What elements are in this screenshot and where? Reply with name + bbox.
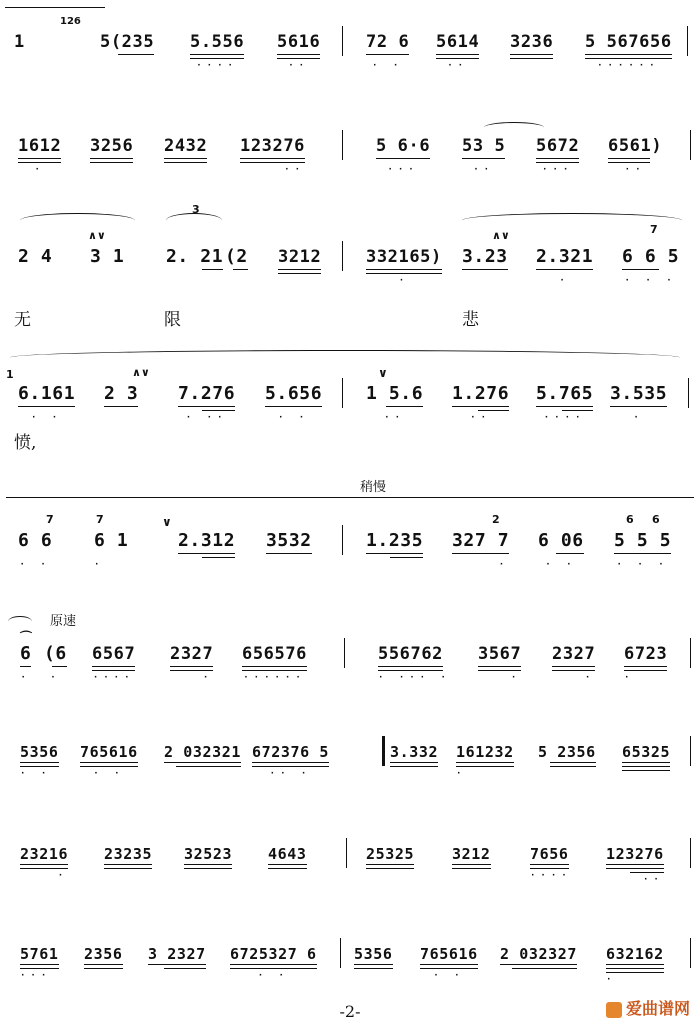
lyric-char: 限 [164,310,181,330]
note-group: 72 6 · · [366,32,410,71]
note-group: 3212 [278,247,321,267]
note-group: 6 6 · · [18,530,53,570]
barline [690,736,691,766]
mordent-mark: ∧∨ [132,366,150,379]
grace-note: 2 [492,513,500,526]
note-group: (6 · [44,643,67,683]
grace-digits: 126 [60,16,81,27]
note-group: 5356 · · [20,743,59,779]
note-group: 2 3 [104,384,138,404]
note-group: 5 6·6 ··· [376,136,431,175]
note-group: 161232 · [456,743,514,779]
note-group: 5 5 5 · · · [614,530,672,570]
note-group: 3532 [266,531,312,551]
note-group: 6 1 · [94,530,129,570]
note-group: 5 567656 ······ [585,32,672,71]
score-line-6 [0,614,700,724]
note-group: 3 1 [90,246,125,267]
page-number: -2- [339,1002,361,1021]
note-group: 327 7 · [452,530,510,570]
note-group: 2356 [84,944,123,964]
note-group: 5761 ··· [20,945,59,981]
note-group: 5.656 · · [265,383,323,423]
note-group: 656576 ······ [242,644,308,683]
note-group: 32523 [184,844,232,864]
note-group: 3.535 · [610,383,668,423]
barline [690,130,691,160]
note-group: 2 032321 [164,742,241,762]
score-line-5 [0,513,700,611]
music-note-icon [606,1002,622,1018]
note-group: 123276 ·· [606,845,664,885]
note-group: 2 032327 [500,944,577,964]
note-group: 65325 [622,742,670,762]
note-group: 5614 ·· [436,32,480,71]
grace-note: 1 [6,368,14,381]
grace-note: 3 [192,203,200,216]
grace-note: 6 [626,513,634,526]
barline [690,938,691,968]
note-group: 6567 ···· [92,644,136,683]
note-group: 632162 · [606,945,664,985]
tempo-marking: 原速 [50,614,77,629]
barline [342,26,343,56]
note-group: 1612 · [18,136,62,175]
note-group: 5 2356 [538,742,596,762]
note-group: 1.235 [366,531,423,551]
barline [690,638,691,668]
note-group: 5.556 ···· [190,32,245,71]
barline [342,525,343,555]
note-group: 556762 · ··· · [378,644,451,683]
note-group: (2 [225,247,248,267]
score-line-1 [0,16,700,112]
note-group: 123276 ·· [240,136,306,175]
grace-note: 7 [96,513,104,526]
note-group: 6 6 5 · · · [622,246,680,286]
note-group: 5.765 ···· [536,383,594,423]
note-group: 2 4 [18,246,53,267]
note-group: 765616 · · [420,945,478,981]
note-group: 3.332 [390,742,438,762]
note-group: 2327 · [170,644,214,683]
note-group: 3236 [510,32,553,52]
top-rule [5,7,105,8]
grace-note: 7 [650,223,658,236]
note-group: 6723 · [624,644,668,683]
lyric-char: 无 [14,310,31,330]
score-line-3 [0,203,700,330]
note-group: 3567 · [478,644,522,683]
mordent-mark: ∧∨ [492,229,510,242]
tempo-marking: 稍慢 [360,480,387,495]
note-group: 6 · [20,643,32,683]
barline [342,241,343,271]
note-group: 5356 [354,944,393,964]
barline [690,838,691,868]
barline [687,26,688,56]
mordent-mark: ∧∨ [88,229,106,242]
note-group: 3256 [90,136,133,156]
grace-note: 6 [652,513,660,526]
barline [688,378,689,408]
note-group: 3 2327 [148,944,206,964]
note-group: 1.276 ·· [452,383,510,423]
note-group: 4643 [268,844,307,864]
note-group: 332165) · [366,247,442,286]
slur [462,213,682,228]
lyric-char: 愤, [14,433,37,453]
score-line-4 [0,366,700,464]
grace-note: 7 [46,513,54,526]
slur [20,213,135,228]
watermark [606,996,690,1019]
barline [340,938,341,968]
score-line-7 [0,742,700,822]
note-group: 25325 [366,844,414,864]
breath-mark: ∨ [378,366,388,380]
note-group: 5672 ··· [536,136,580,175]
note-group: 6725327 6 · · [230,945,317,981]
note-group: 7656 ···· [530,845,572,881]
slur [484,122,544,133]
note-group: 672376 5 ·· · [252,743,330,779]
section-rule [6,497,694,498]
barline [342,378,343,408]
slur [8,616,32,627]
note-group: 5(235 [100,32,154,52]
barline [344,638,345,668]
note-group: 23235 [104,844,152,864]
watermark-text: 爱曲谱网 [625,999,690,1018]
note-group: 1 5.6 ·· [366,383,424,423]
note-group: 2.321 · [536,246,594,286]
note-group: 2. 21 [166,247,223,267]
note-group: 53 5 ·· [462,136,506,175]
note-group: 6.161 · · [18,383,76,423]
note-group: 5616 ·· [277,32,321,71]
note-group: 2.312 [178,531,235,551]
lyric-char: 悲 [462,310,479,330]
slur [10,350,680,365]
note-group: 2327 · [552,644,596,683]
note-group: 6561) ·· [608,136,663,175]
note-group: 3.23 [462,247,508,267]
note-group: 1 [14,32,25,52]
note-group: 2432 [164,136,207,156]
barline [382,736,385,766]
fermata-mark: ⌒ [20,630,33,644]
barline [342,130,343,160]
barline [346,838,347,868]
score-line-2 [0,136,700,216]
note-group: 765616 · · [80,743,138,779]
note-group: 3212 [452,844,491,864]
note-group: 23216 · [20,845,69,881]
note-group: 6 06 · · [538,530,584,570]
note-group: 7.276 · ·· [178,383,236,423]
score-line-8 [0,844,700,924]
breath-mark: ∨ [162,515,172,529]
